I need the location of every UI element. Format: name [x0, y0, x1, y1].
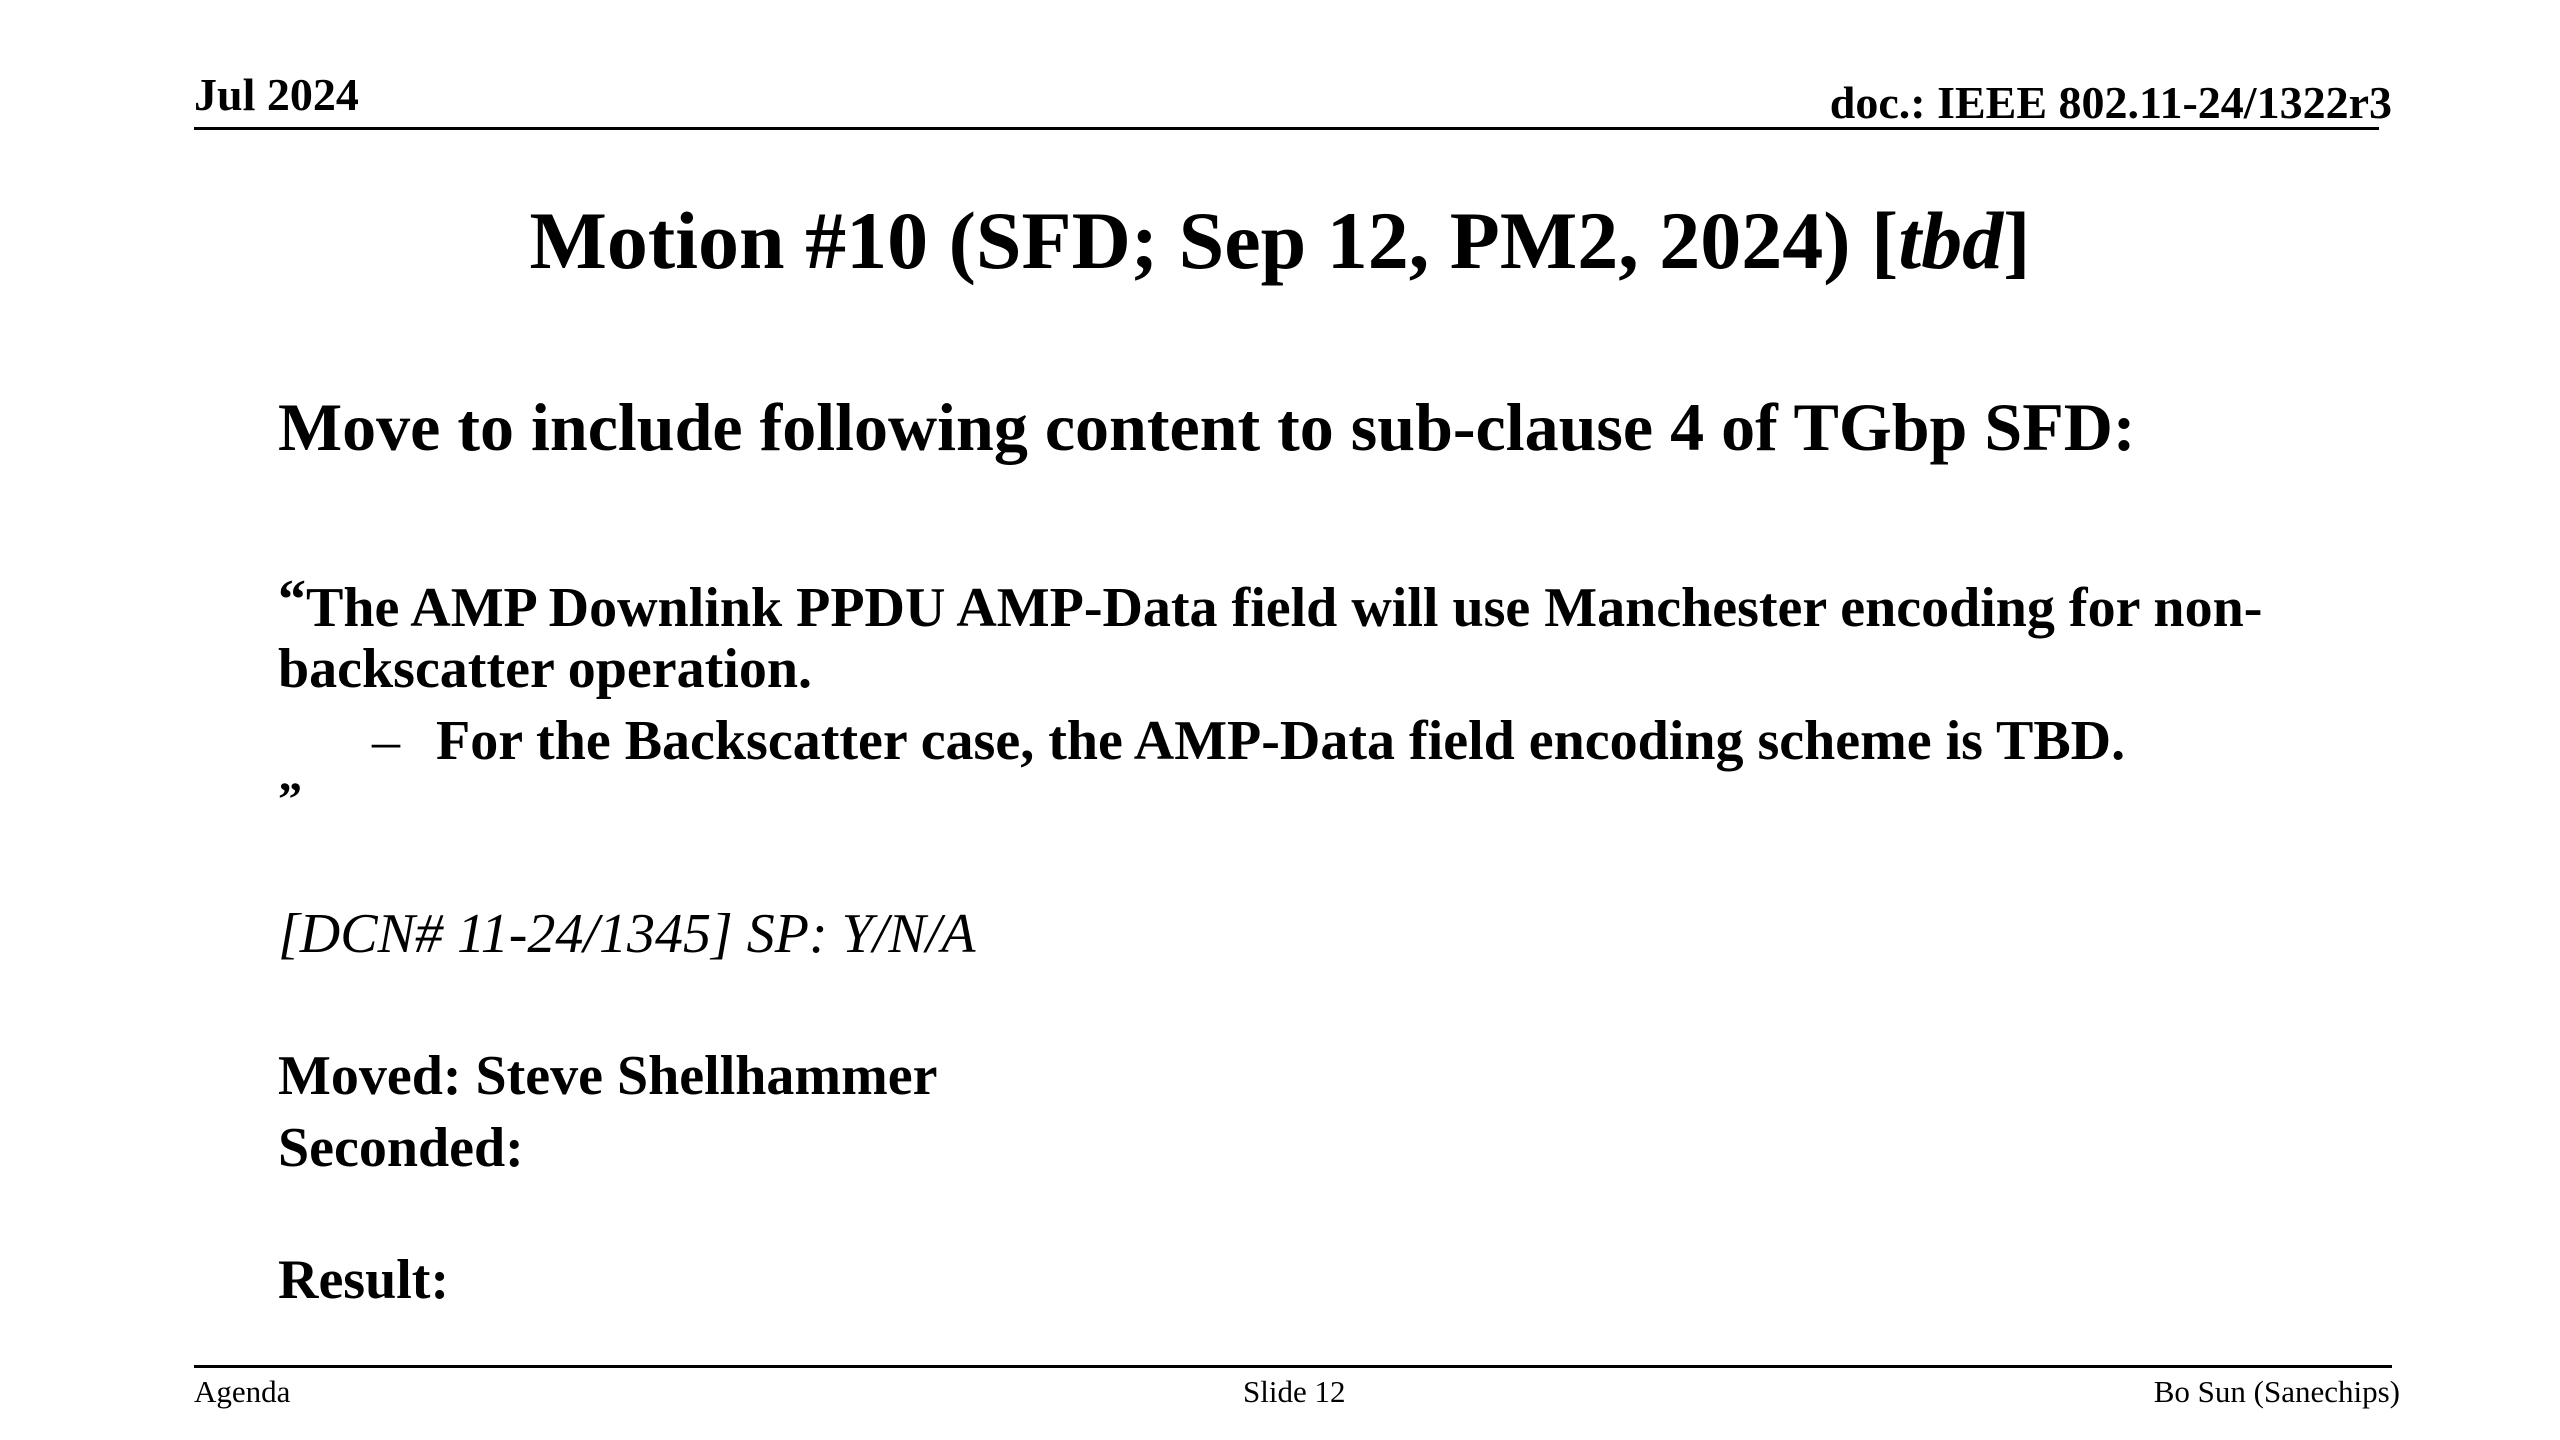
header-doc-id: doc.: IEEE 802.11-24/1322r3 — [1829, 77, 2392, 128]
motion-quote-text: The AMP Downlink PPDU AMP-Data field will use Manchester encoding for non-backscatter operation. — [278, 577, 2263, 700]
seconded-by: Seconded: — [278, 1116, 524, 1179]
footer-left: Agenda — [194, 1374, 291, 1409]
motion-lead: Move to include following content to sub-clause 4 of TGbp SFD: — [278, 389, 2136, 465]
slide-content — [278, 388, 2408, 1312]
sub-bullet-dash: – — [372, 710, 400, 773]
dcn-reference: [DCN# 11-24/1345] SP: Y/N/A — [278, 902, 976, 965]
slide-title-main: Motion #10 (SFD; Sep 12, PM2, 2024) [ — [529, 195, 1899, 286]
footer-author: Bo Sun (Sanechips) — [2153, 1374, 2400, 1409]
motion-quote — [278, 570, 2408, 699]
slide-title-italic: tbd — [1898, 195, 2004, 286]
footer-divider — [194, 1365, 2392, 1368]
close-quote-mark: ” — [278, 772, 302, 826]
header-divider — [194, 127, 2379, 130]
sub-bullet-text: For the Backscatter case, the AMP-Data field encoding scheme is TBD. — [436, 710, 2126, 773]
motion-sub-bullet — [278, 709, 2408, 773]
motion-result: Result: — [278, 1249, 450, 1312]
footer-slide-number: Slide 12 — [1243, 1374, 1346, 1409]
slide-title-close: ] — [2003, 195, 2031, 286]
header-date: Jul 2024 — [194, 69, 359, 120]
moved-by: Moved: Steve Shellhammer — [278, 1045, 938, 1108]
slide-title — [0, 196, 2560, 286]
open-quote-mark: “ — [278, 569, 306, 632]
